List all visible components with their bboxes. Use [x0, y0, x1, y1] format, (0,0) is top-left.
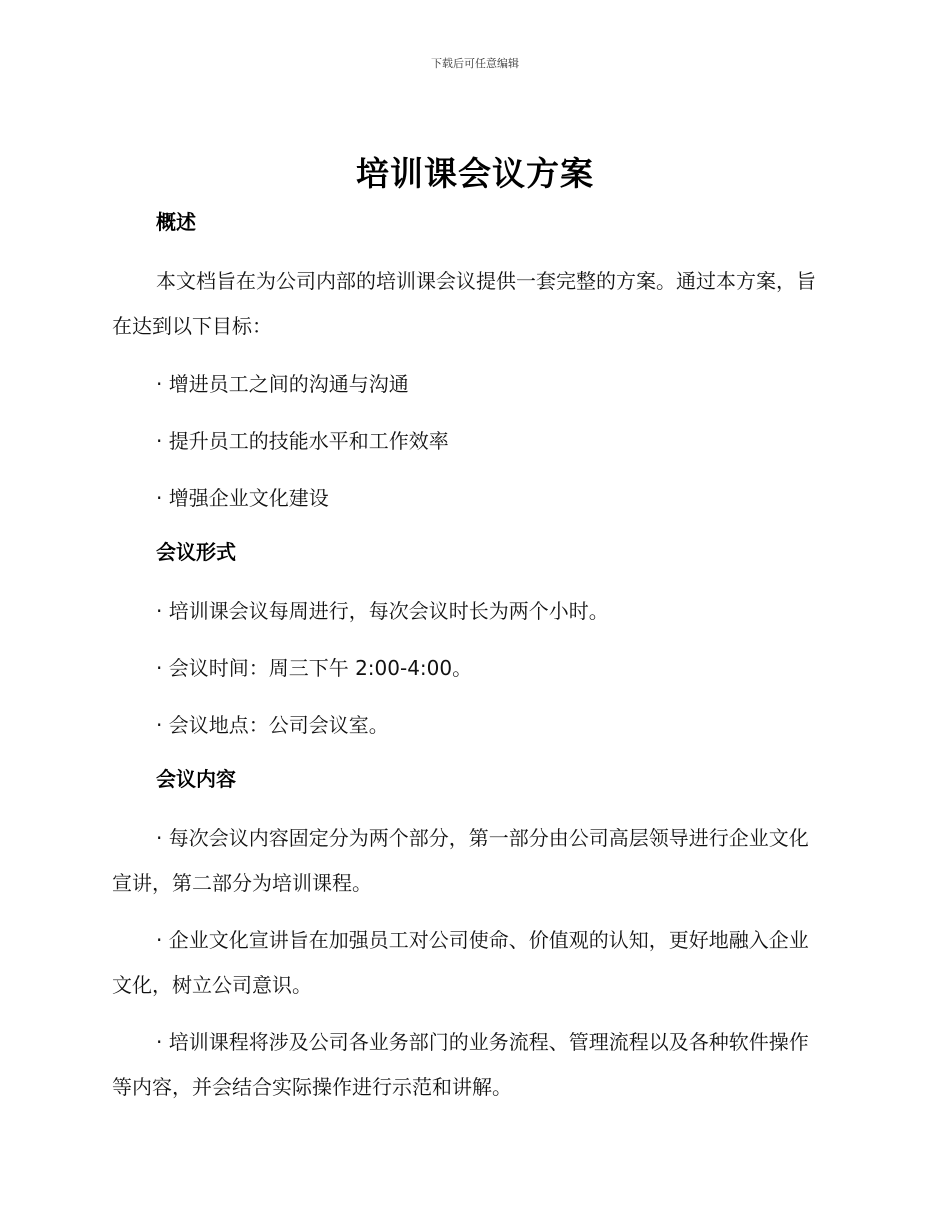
section-heading-format: 会议形式 [156, 540, 236, 564]
content-paragraph-culture: · 企业文化宣讲旨在加强员工对公司使命、价值观的认知，更好地融入企业文化，树立公司意识。 [112, 928, 809, 997]
format-bullet-location: · 会议地点：公司会议室。 [156, 713, 389, 737]
document-body [112, 203, 822, 1122]
section-heading-content: 会议内容 [156, 767, 236, 791]
goal-bullet-communication: · 增进员工之间的沟通与沟通 [156, 372, 409, 396]
header-note: 下载后可任意编辑 [431, 57, 519, 70]
goal-bullet-culture: · 增强企业文化建设 [156, 486, 329, 510]
format-bullet-frequency: · 培训课会议每周进行，每次会议时长为两个小时。 [156, 599, 609, 623]
overview-intro-paragraph: 本文档旨在为公司内部的培训课会议提供一套完整的方案。通过本方案，旨在达到以下目标： [112, 269, 816, 338]
content-paragraph-structure: · 每次会议内容固定分为两个部分，第一部分由公司高层领导进行企业文化宣讲，第二部分为培训课程。 [112, 826, 809, 895]
section-heading-overview: 概述 [156, 210, 196, 234]
goal-bullet-skills: · 提升员工的技能水平和工作效率 [156, 429, 449, 453]
content-paragraph-training: · 培训课程将涉及公司各业务部门的业务流程、管理流程以及各种软件操作等内容，并会结合实际操作进行示范和讲解。 [112, 1030, 809, 1099]
format-bullet-time: · 会议时间：周三下午 2:00-4:00。 [156, 656, 473, 680]
document-title: 培训课会议方案 [356, 154, 594, 193]
